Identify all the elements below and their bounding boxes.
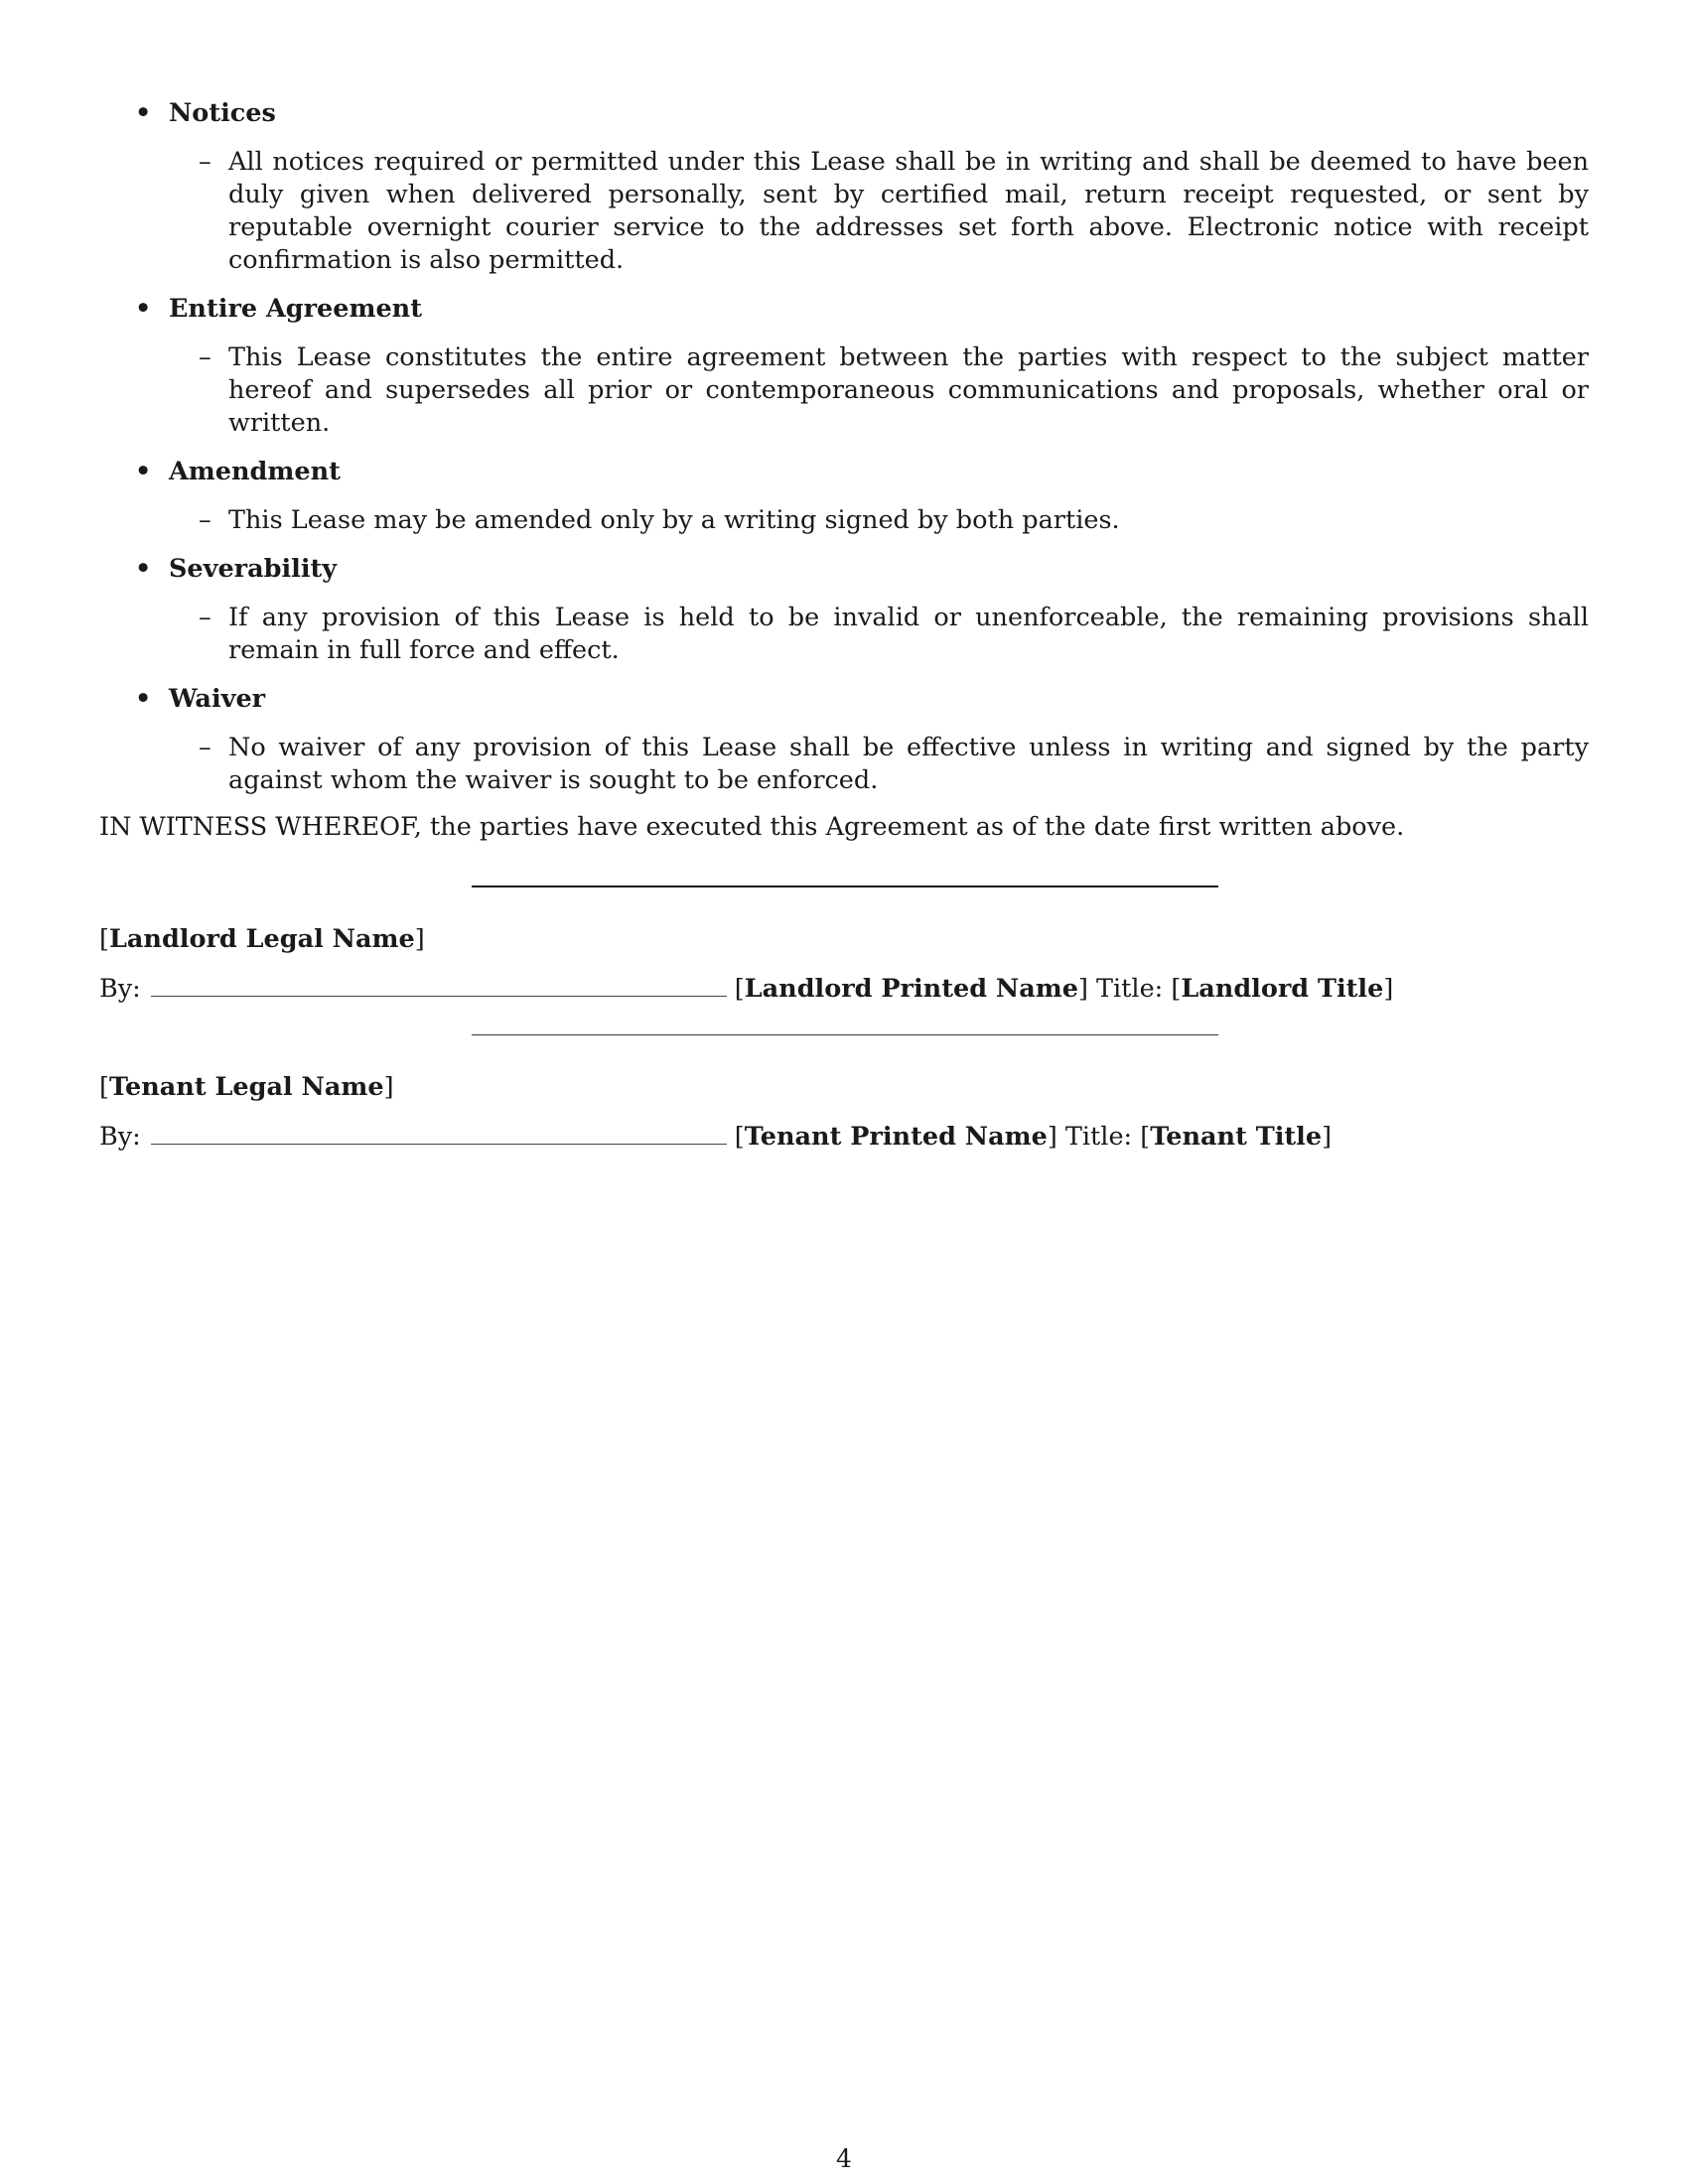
witness-statement: IN WITNESS WHEREOF, the parties have executed this Agreement as of the date first written above.	[99, 812, 1405, 842]
dash-icon: –	[199, 342, 211, 372]
bullet-icon: •	[135, 294, 152, 324]
clause-text: This Lease may be amended only by a writing signed by both parties.	[228, 505, 1120, 535]
clause-body	[169, 602, 1589, 667]
dash-icon: –	[199, 733, 211, 762]
clause-notices	[99, 97, 1589, 277]
landlord-legal-name: [Landlord Legal Name]	[99, 924, 425, 954]
title-label: Title:	[1096, 974, 1164, 1004]
bullet-icon: •	[135, 554, 152, 584]
signature-rule	[472, 886, 1218, 887]
tenant-by-line: By: [Tenant Printed Name] Title: [Tenant Title]	[99, 1122, 1333, 1152]
signature-block	[99, 844, 1589, 1161]
clause-waiver	[99, 683, 1589, 797]
clause-entire-agreement	[99, 293, 1589, 440]
clause-title: Entire Agreement	[169, 294, 422, 324]
tenant-printed-name: Tenant Printed Name	[744, 1122, 1048, 1152]
page-content	[99, 97, 1589, 1161]
clause-body	[169, 341, 1589, 440]
tenant-title: Tenant Title	[1150, 1122, 1323, 1152]
page-number: 4	[836, 2144, 852, 2173]
landlord-by-line: By: [Landlord Printed Name] Title: [Landlord Title]	[99, 974, 1394, 1004]
clause-body	[169, 504, 1589, 537]
clause-text: This Lease constitutes the entire agreement between the parties with respect to the subject matter hereof and supersedes all prior or contemporaneous communications and proposals, whether oral or written.	[228, 342, 1589, 438]
by-label: By:	[99, 974, 141, 1004]
tenant-signature-field[interactable]	[151, 1122, 727, 1145]
bullet-icon: •	[135, 457, 152, 486]
clause-title: Amendment	[169, 457, 341, 486]
dash-icon: –	[199, 147, 211, 177]
clause-body	[169, 146, 1589, 277]
clause-list	[99, 97, 1589, 797]
signature-rule	[472, 1034, 1218, 1035]
landlord-printed-name: Landlord Printed Name	[744, 974, 1078, 1004]
bullet-icon: •	[135, 684, 152, 714]
clause-text: No waiver of any provision of this Lease shall be effective unless in writing and signed by the party against whom the waiver is sought to be enforced.	[228, 733, 1589, 795]
clause-body	[169, 732, 1589, 797]
clause-title: Notices	[169, 98, 276, 128]
clause-text: If any provision of this Lease is held to be invalid or unenforceable, the remaining provisions shall remain in full force and effect.	[228, 603, 1589, 665]
clause-amendment	[99, 456, 1589, 537]
bullet-icon: •	[135, 98, 152, 128]
clause-text: All notices required or permitted under this Lease shall be in writing and shall be deemed to have been duly given when delivered personally, sent by certified mail, return receipt requested, or sent by reputable overnight courier service to the addresses set forth above. Electronic notice with receipt confirmation is also permitted.	[228, 147, 1589, 275]
by-label: By:	[99, 1122, 141, 1152]
clause-severability	[99, 553, 1589, 667]
dash-icon: –	[199, 603, 211, 632]
landlord-title: Landlord Title	[1181, 974, 1384, 1004]
title-label: Title:	[1064, 1122, 1133, 1152]
clause-title: Severability	[169, 554, 338, 584]
clause-title: Waiver	[169, 684, 266, 714]
tenant-legal-name: [Tenant Legal Name]	[99, 1072, 394, 1102]
dash-icon: –	[199, 505, 211, 535]
landlord-signature-field[interactable]	[151, 974, 727, 997]
